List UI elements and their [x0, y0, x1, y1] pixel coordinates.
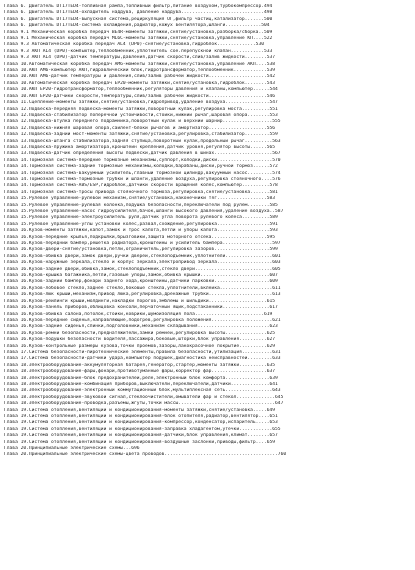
toc-line: Глава 18.Электрооборудование-фары,фонари,противотуманные фары,корректор фар....................637: [4, 369, 276, 375]
toc-line: Глава 16.Кузов-задний бампер,фонари заднего хода,кронштейны,датчики парковки....................609: [4, 279, 278, 285]
toc-line: Глава 16.Кузов-рейлинги крыши,молдинги,накладки порогов,эмблемы и шильдики.....................615: [4, 298, 276, 304]
toc-line: Глава 18.Электрооборудование-комбинация приборов,выключатели,переключатели,датчики..............641: [4, 381, 278, 387]
toc-line: Глава 9.3 АКП AL4 (DP0)-датчик температуры,давления,датчик скорости,слив/залив жидкости........537: [4, 55, 276, 61]
toc-line: Глава 19.Система отопления,вентиляции и кондиционирования-воздушные заслонки,приводы,фильтр....659: [4, 439, 276, 445]
toc-line: Глава 10.Автоматическая коробка передач EP20-моменты затяжки,снятие/установка,гидроблок........543: [4, 80, 276, 86]
toc-line: Глава 16.Кузов-панель приборов,облицовка консоли,перчаточный ящик,подстаканники.................617: [4, 305, 278, 311]
toc-line: Глава 14.Тормозная система-вакуумный усилитель,главный тормозной цилиндр,вакуумный насос.........574: [4, 170, 281, 176]
toc-line: Глава 15.Рулевое управление-насос гидроусилителя,бачок,шланги высокого давления,удаление воздуха..587: [4, 209, 284, 214]
toc-line: Глава 9.3 Автоматическая коробка передач AL4 (DP0)-снятие/установка,гидроблок..............530: [4, 42, 264, 48]
toc-line: Глава 16.Кузов-люк крыши,механизм,привод люка,регулировка,дренажные трубки.......................613: [4, 292, 281, 298]
toc-line: Глава 12.Подвеска-задний мост-моменты затяжки,снятие/установка,регулировка,стабилизатор.........559: [4, 132, 278, 138]
toc-line: Глава 13.Подвеска-штанга стабилизатора,задняя ступица,поворотный кулак,продольный рычаг..........563: [4, 138, 281, 144]
toc-line: Глава 19.Система отопления,вентиляции и кондиционирования-заправка хладагентом,утечки............655: [4, 426, 281, 432]
toc-line: Глава 14.Тормозная система-тормозные трубки и шланги,удаление воздуха,регулировка стояночного....576: [4, 176, 281, 182]
toc-line: Глава 12.Подвеска-нижняя шаровая опора,сайлент-блоки рычагов и амортизатор.....................556: [4, 125, 276, 131]
toc-line: Глава 6. Двигатель DT17TED4-охладитель наддува, давление наддува..............................498: [4, 10, 273, 16]
toc-line: Глава 16.Кузов-передние сиденья,направляющие,подогрев,регулировка положения......................621: [4, 317, 281, 323]
toc-line: Глава 18.Электрооборудование-звуковой сигнал,стеклоочистители,омыватели фар и стекол..............645: [4, 394, 284, 400]
toc-line: Глава 12.Подвеска-передняя подвеска-моменты затяжки,поворотный кулак,регулировка моста..........551: [4, 106, 278, 112]
toc-line: Глава 20.Принципиальные электрические схемы...696: [4, 446, 140, 452]
toc-line: Глава 13.Подвеска-пружина амортизатора,кронштейн крепления,датчик уровня,регулятор высоты......565: [4, 144, 276, 150]
toc-line: Глава 15.Рулевое управление-рулевой механизм,снятие/установка,наконечники тяг..................583: [4, 196, 276, 202]
toc-line: Глава 14.Тормозная система-задние тормозные механизмы,колодки,барабаны,диски,ручной тормоз......572: [4, 164, 278, 170]
toc-line: Глава 19.Система отопления,вентиляции и кондиционирования-моменты затяжки,снятие/установка.....649: [4, 407, 276, 413]
toc-line: Глава 16.Кузов-обивка двери,замок двери,ручки дверей,стеклоподъемник,уплотнители.................601: [4, 253, 281, 259]
toc-line: Глава 16.Кузов-крышка багажника,петли,газовые упоры,замок,обивка крышки.........................607: [4, 273, 278, 279]
toc-line: Глава 19.Система отопления,вентиляции и кондиционирования-компрессор,конденсатор,испаритель.....653: [4, 420, 278, 426]
toc-line: Глава 16.Кузов-наружные зеркала,стекло и корпус зеркала,электропривод зеркала....................603: [4, 260, 281, 266]
toc-line: Глава 16.Кузов-ремни безопасности,преднатяжители,замки ремней,регулировка высоты...............625: [4, 330, 276, 336]
toc-line: Глава 20.Принципиальные электрические схемы-цвета проводов.........................................760: [4, 452, 287, 458]
toc-line: Глава 16.Кузов-моменты затяжки,капот,замок и трос капота,петли и упоры капота...................593: [4, 228, 278, 234]
toc-line: Глава 15.Рулевое управление-углы установки колес,развал,схождение,регулировка...................591: [4, 221, 278, 227]
toc-line: Глава 14.Тормозная система-тросы привода стояночного тормоза,регулировка,снятие/установка.......581: [4, 189, 278, 195]
toc-line: Глава 11.Сцепление-моменты затяжки,снятие/установка,гидропривод,удаление воздуха................547: [4, 100, 278, 106]
toc-line: Глава 16.Кузов-задние сиденья,спинки,подголовники,механизм складывания..........................623: [4, 324, 278, 330]
toc-line: Глава 10.АКП EP20-датчики скорости,температуры,слив/залив рабочей жидкости.....................546: [4, 93, 276, 99]
toc-line: Глава 9.1 Механическая коробка передач BE4R-моменты затяжки,снятие/установка,разборка/сборка..509: [4, 29, 273, 35]
toc-line: Глава 15.Рулевое управление-рулевая колонка,подушка безопасности,переключатели под рулем........585: [4, 202, 278, 208]
toc-line: Глава 6. Двигатель DT17TED4-топливная рампа,топливный фильтр,питание воздухом,турбокомпрессор.494: [4, 4, 273, 9]
toc-line: Глава 17.Система безопасности-датчики удара,компьютер подушек,диагностика неисправностей.........633: [4, 356, 281, 362]
toc-line: Глава 18.Электрооборудование-проводка,разъемы,жгуты,точки массы...................................647: [4, 401, 284, 407]
toc-line: Глава 10.Автоматическая коробка передач AM6-моменты затяжки,снятие/установка,управление АКП....538: [4, 61, 276, 67]
toc-line: Глава 16.Кузов-подушки безопасности водителя,пассажира,боковые,шторки,блок управления..........627: [4, 337, 276, 343]
toc-line: Глава 16.Кузов-передний бампер,решетка радиатора,кронштейны и усилитель бампера..................597: [4, 241, 281, 247]
toc-line: Глава 13.Подвеска-датчик определения высоты подвески,датчик давления в шинах.....................567: [4, 151, 281, 157]
toc-line: Глава 6. Двигатель DT17TED4-выпускная система,рециркуляция ОГ,фильтр частиц,катализатор.......500: [4, 16, 273, 22]
toc-line: Глава 9.1 Механическая коробка передач ML6C-моменты затяжки,снятие/установка,управление КП....522: [4, 36, 273, 42]
toc-line: Глава 19.Система отопления,вентиляции и кондиционирования-датчики,блок управления,климат........657: [4, 433, 278, 439]
toc-line: Глава 16.Кузов-лобовое стекло,заднее стекло,боковые стекла,уплотнители,вклейка...................611: [4, 285, 281, 291]
toc-line: Глава 10.АКП AM6-датчик температуры и давления,слив/залив рабочей жидкости.....................542: [4, 74, 276, 80]
toc-line: Глава 18.Электрооборудование-аккумуляторная батарея,генератор,стартер,моменты затяжки..........635: [4, 362, 276, 368]
toc-line: Глава 17.Система безопасности-пиротехнические элементы,правила безопасности,утилизация...........631: [4, 349, 281, 355]
toc-line: Глава 9.3 АКП AL4 (DP0)-компьютер,теплообменник,уплотнитель сое.перепускной клапан............533: [4, 48, 273, 54]
toc-line: Глава 12.Подвеска-стабилизатор поперечной устойчивости,стойки,нижний рычаг,шаровая опора........553: [4, 112, 278, 118]
toc-line: Глава 16.Кузов-контрольные размеры кузова,точки проемов,зазоры,лакокрасочное покрытие..........629: [4, 343, 276, 349]
toc-line: Глава 12.Подвеска-втулка переднего подрамника,поворотный кулак и верхний шарнир..................555: [4, 119, 281, 125]
toc-line: Глава 18.Электрооборудование-электронный коммутационный блок,мультиплексная сеть.................643: [4, 388, 281, 394]
toc-line: Глава 10.АКП EP20-гидротрансформатор,теплообменник,регуляторы давления и клапаны,компьютер......544: [4, 87, 278, 93]
toc-line: Глава 6. Двигатель DT17TED4-система охлаждения,радиатор,кожух вентилятора,шланги.............504: [4, 23, 270, 29]
toc-line: Глава 19.Система отопления,вентиляции и кондиционирования-блок отопителя,радиатор,вентилятор....651: [4, 414, 278, 419]
toc-line: Глава 14.Тормозная система-передние тормозные механизмы,суппорт,колодки,диски....................570: [4, 157, 281, 163]
toc-line: Глава 16.Кузов-двери-снятие/установка,петли,ограничитель,регулировка зазоров....................599: [4, 247, 278, 253]
toc-line: Глава 16.Кузов-задние двери,обивка,замок,стеклоподъемник,стекло двери............................605: [4, 266, 281, 272]
toc-line: Глава 15.Рулевое управление-электроусилитель руля,датчик угла поворота рулевого колеса..........589: [4, 215, 278, 221]
toc-line: Глава 16.Кузов-передние крылья,подкрылки,брызговики,защита моторного отсека....................595: [4, 234, 276, 240]
toc-line: Глава 18.Электрооборудование-блок предохранителей,реле,электронный блок комфорта................639: [4, 375, 278, 381]
toc-line: Глава 10.АКП AM6-компьютер АКП,гидравлический блок,гидротрансформатор,теплообменник............539: [4, 68, 276, 74]
toc-line: Глава 14.Тормозная система-ABS/ESP,гидроблок,датчики скорости вращения колес,компьютер..........578: [4, 183, 278, 189]
toc-line: Глава 16.Кузов-обивка салона,потолок,стойки,коврики,шумоизоляция пола.........................619: [4, 311, 273, 317]
